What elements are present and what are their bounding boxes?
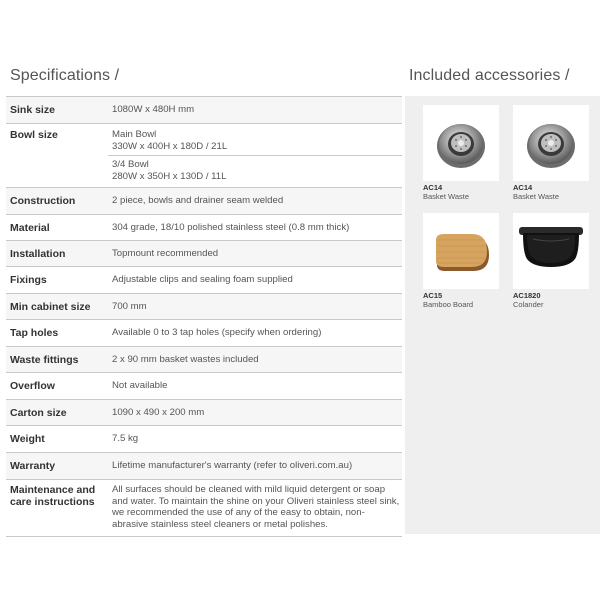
accessory-code: AC15	[423, 291, 443, 300]
specifications-heading: Specifications /	[10, 67, 120, 84]
spec-value: Available 0 to 3 tap holes (specify when ordering)	[112, 327, 322, 339]
spec-value: 7.5 kg	[112, 433, 139, 445]
accessory-name: Colander	[513, 300, 544, 309]
spec-value: 304 grade, 18/10 polished stainless steel (0.8 mm thick)	[112, 221, 350, 233]
accessory-code: AC14	[423, 183, 443, 192]
main-bowl-block	[108, 124, 402, 156]
bowl-dims: 280W x 350H x 130D / 11L	[112, 170, 227, 182]
spec-label: Bowl size	[10, 129, 58, 141]
accessory-name: Bamboo Board	[423, 300, 474, 309]
spec-label: Min cabinet size	[10, 300, 91, 313]
spec-row-installation	[6, 241, 402, 267]
spec-row-min-cabinet-size	[6, 294, 402, 320]
bowl-name: 3/4 Bowl	[112, 159, 149, 170]
spec-row-maintenance	[6, 480, 402, 537]
spec-row-carton-size	[6, 400, 402, 426]
spec-label: Warranty	[10, 460, 56, 472]
accessory-item[interactable]	[423, 213, 501, 309]
bowl-dims: 330W x 400H x 180D / 21L	[112, 140, 228, 152]
bowl-name: Main Bowl	[112, 129, 157, 140]
accessory-item[interactable]	[423, 105, 501, 201]
basket-waste-icon	[513, 105, 589, 181]
accessory-code: AC14	[513, 183, 533, 192]
accessory-name: Basket Waste	[423, 192, 469, 201]
three-quarter-bowl-block	[112, 156, 402, 182]
spec-label: Waste fittings	[10, 353, 79, 366]
spec-label: Material	[10, 221, 50, 234]
spec-value	[112, 124, 402, 187]
spec-row-material	[6, 215, 402, 241]
spec-row-fixings	[6, 267, 402, 294]
accessories-heading: Included accessories /	[409, 67, 570, 84]
spec-row-warranty	[6, 453, 402, 480]
spec-label: Carton size	[10, 406, 67, 419]
spec-row-waste-fittings	[6, 347, 402, 373]
accessories-panel	[405, 96, 600, 534]
spec-value: Adjustable clips and sealing foam supplied	[112, 274, 293, 286]
spec-label: Construction	[10, 195, 76, 207]
accessory-item[interactable]	[513, 213, 591, 309]
spec-value: 700 mm	[112, 300, 147, 312]
spec-label: Sink size	[10, 104, 55, 116]
spec-label: Weight	[10, 433, 45, 445]
spec-value: 2 piece, bowls and drainer seam welded	[112, 195, 284, 207]
spec-row-bowl-size	[6, 124, 402, 188]
spec-label: Overflow	[10, 380, 55, 392]
spec-row-sink-size	[6, 97, 402, 124]
spec-value: Not available	[112, 380, 168, 392]
spec-label: Installation	[10, 247, 66, 260]
spec-row-overflow	[6, 373, 402, 400]
accessory-item[interactable]	[513, 105, 591, 201]
spec-value: 1080W x 480H mm	[112, 104, 195, 116]
spec-label: Tap holes	[10, 327, 59, 339]
spec-value: Topmount recommended	[112, 247, 219, 259]
colander-icon	[513, 213, 589, 289]
bamboo-board-icon	[423, 213, 499, 289]
accessory-code: AC1820	[513, 291, 541, 300]
accessory-name: Basket Waste	[513, 192, 559, 201]
spec-label: Maintenance and care instructions	[10, 484, 96, 508]
spec-row-weight	[6, 426, 402, 453]
spec-value: 1090 x 490 x 200 mm	[112, 406, 205, 418]
spec-row-tap-holes	[6, 320, 402, 347]
spec-row-construction	[6, 188, 402, 215]
spec-value: Lifetime manufacturer's warranty (refer to oliveri.com.au)	[112, 460, 353, 472]
specifications-table	[6, 96, 402, 537]
basket-waste-icon	[423, 105, 499, 181]
spec-value: 2 x 90 mm basket wastes included	[112, 353, 259, 365]
spec-value: All surfaces should be cleaned with mild liquid detergent or soap and water. To maintain the shine on your Oliveri stainless steel sink, we recommended the use of any of the easy to obtain, non-abrasive stainless steel cleaners or metal polishes.	[112, 484, 400, 530]
spec-label: Fixings	[10, 274, 47, 286]
